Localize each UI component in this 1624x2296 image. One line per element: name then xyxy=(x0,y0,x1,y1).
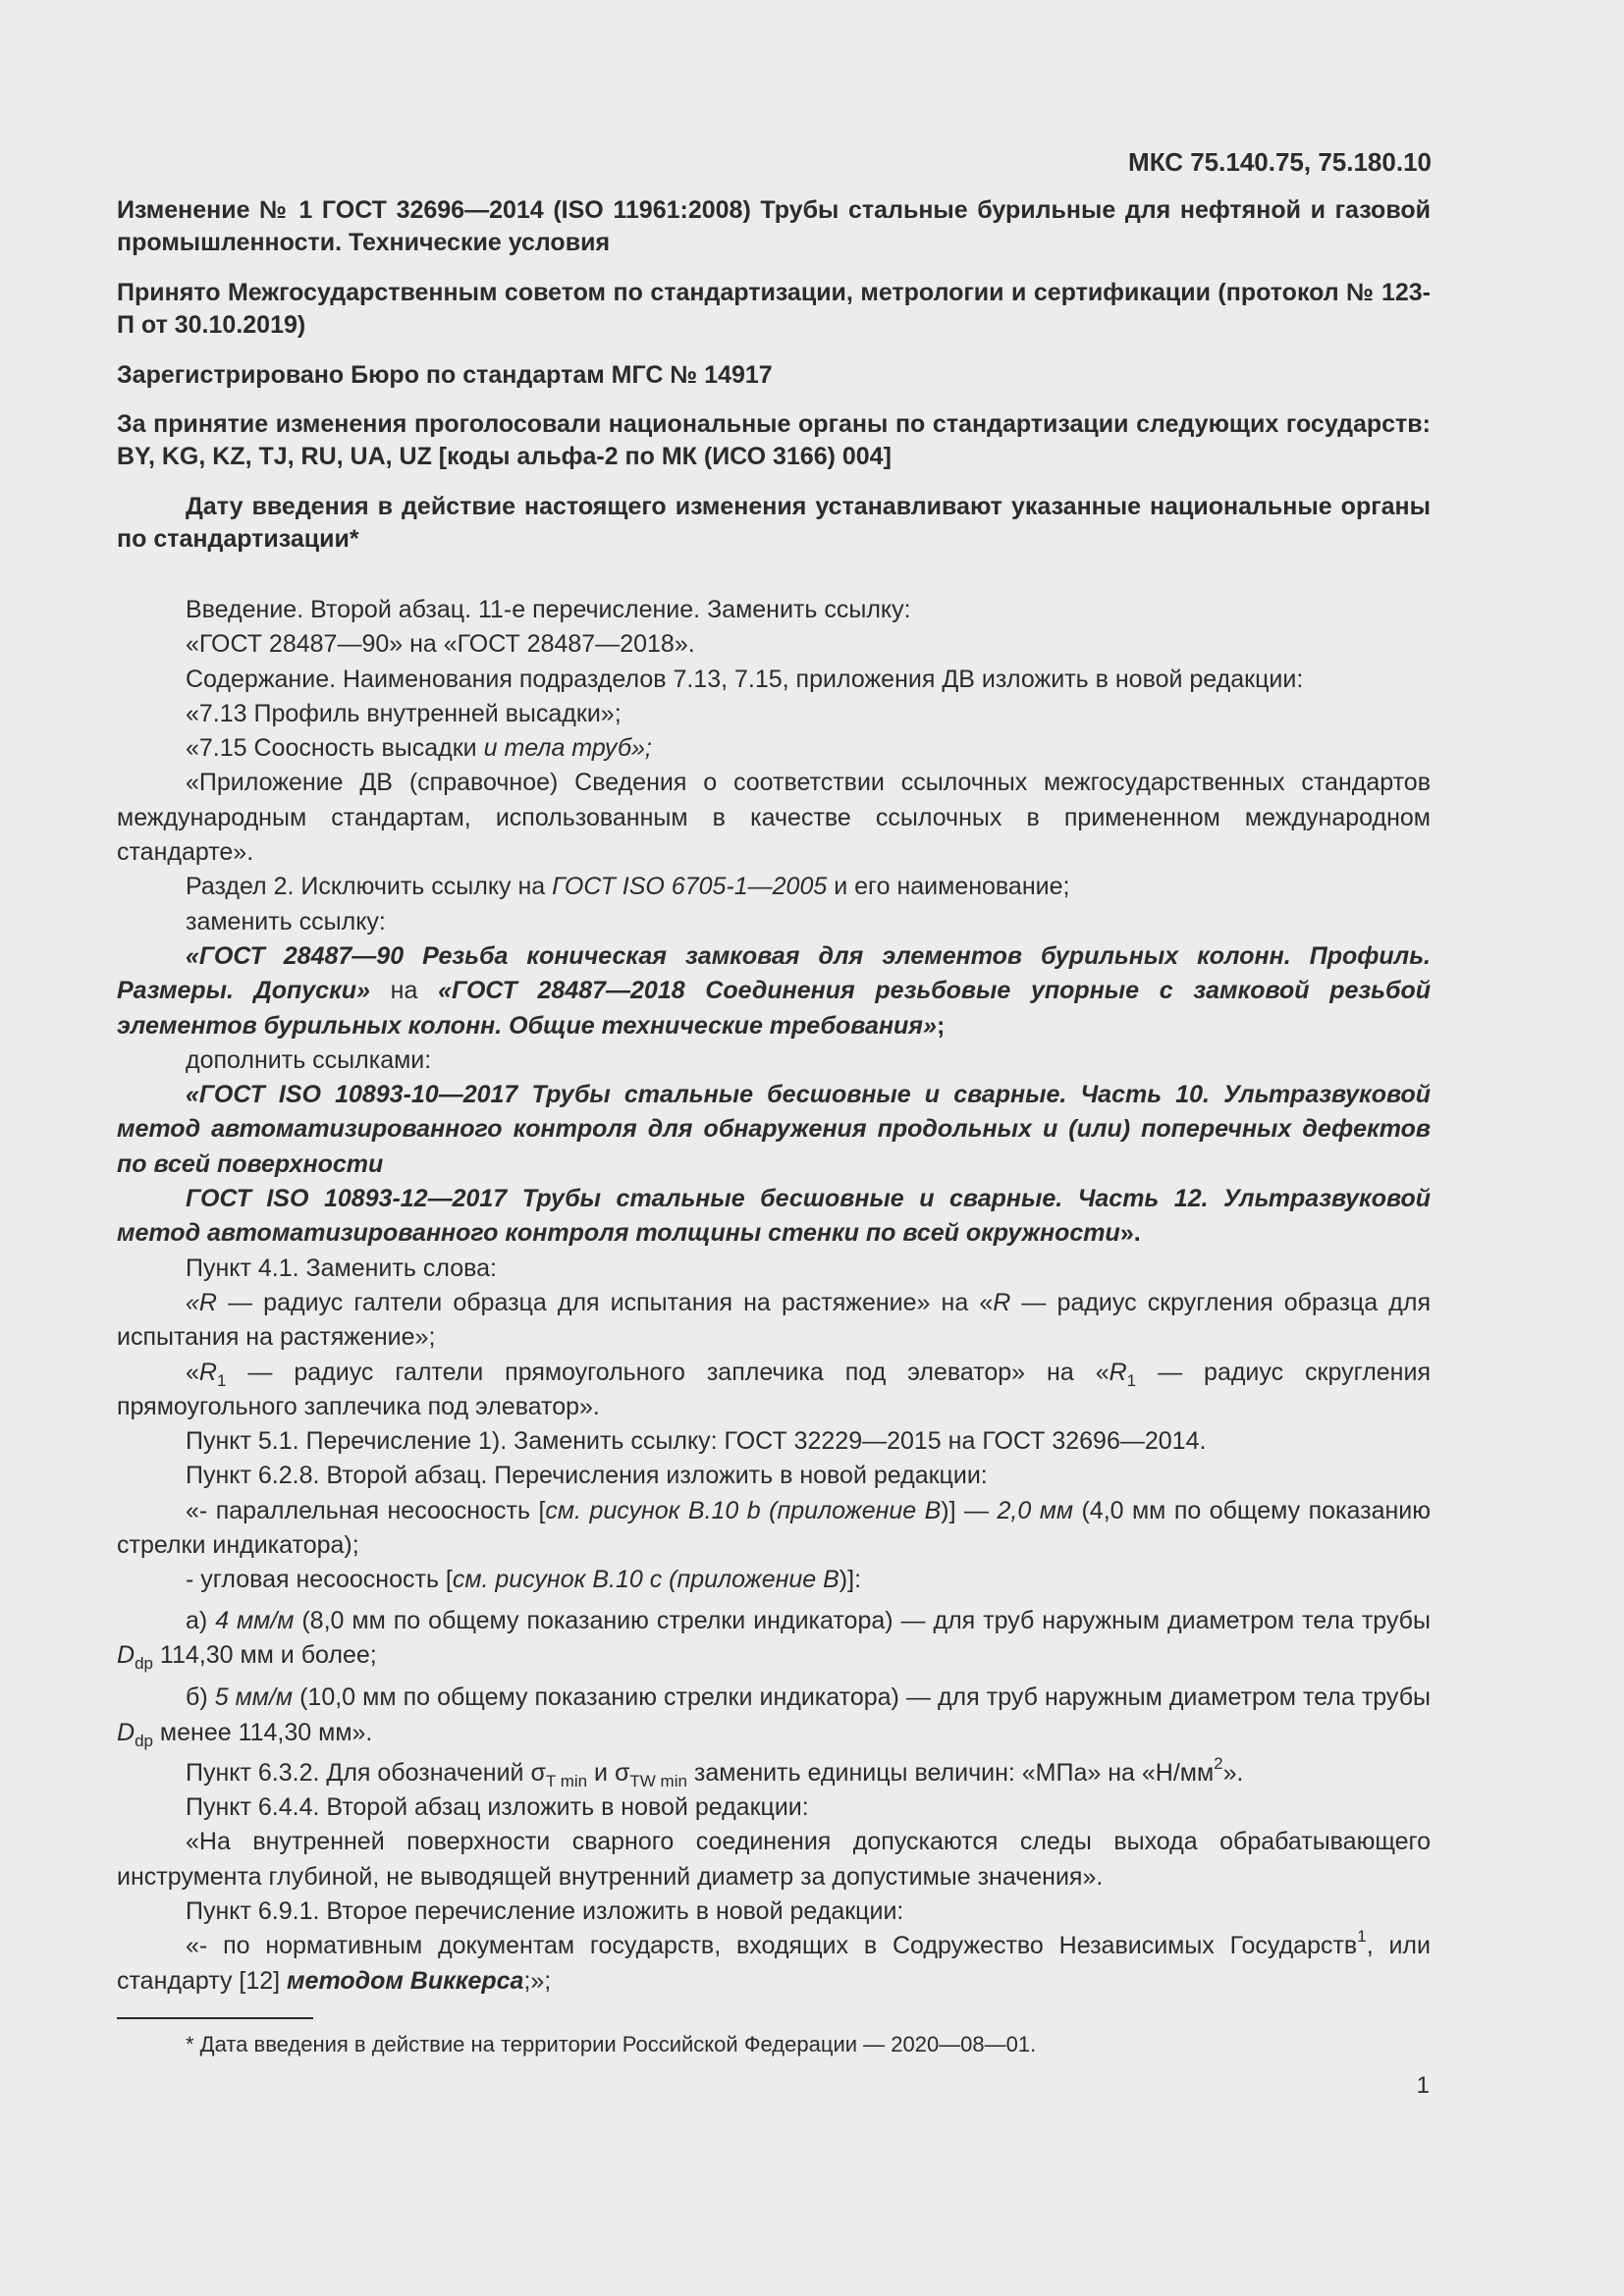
paragraph: - угловая несоосность [см. рисунок В.10 с (приложение В)]: xyxy=(186,1566,862,1594)
paragraph: дополнить ссылками: xyxy=(186,1045,432,1074)
paragraph: Пункт 6.4.4. Второй абзац изложить в новой редакции: xyxy=(186,1793,809,1822)
amendment-body xyxy=(117,593,1431,1999)
paragraph: Пункт 6.2.8. Второй абзац. Перечисления изложить в новой редакции: xyxy=(186,1462,988,1490)
paragraph: «$R_1$ — радиус галтели прямоугольного заплечика под элеватор» на «$R_1$ — радиус скругления прямоугольного заплечика под элеватор». xyxy=(117,1358,1431,1420)
paragraph: «7.15 Соосность высадки и тела труб»; xyxy=(186,734,652,763)
paragraph: «- параллельная несоосность [см. рисунок В.10 b (приложение В)] — 2,0 мм (4,0 мм по общему показанию стрелки индикатора); xyxy=(117,1496,1432,1560)
paragraph: Раздел 2. Исключить ссылку на ГОСТ ISO 6705-1—2005 и его наименование; xyxy=(186,873,1070,901)
paragraph: «Приложение ДВ (справочное) Сведения о соответствии ссылочных межгосударственных стандартов международным стандартам, использованным в качестве ссылочных в примененном международном стандарте». xyxy=(117,769,1431,867)
paragraph: Пункт 4.1. Заменить слова: xyxy=(186,1254,497,1282)
mks-code: МКС 75.140.75, 75.180.10 xyxy=(1128,147,1432,177)
amendment-title: Изменение № 1 ГОСТ 32696—2014 (ISO 11961:2008) Трубы стальные бурильные для нефтяной и газовой промышленности. Технические условия xyxy=(117,196,1431,256)
voting-statement: За принятие изменения проголосовали национальные органы по стандартизации следующих государств: BY, KG, KZ, TJ, RU, UA, UZ [коды альфа-2 по МК (ИСО 3166) 004] xyxy=(117,410,1431,470)
registration-statement: Зарегистрировано Бюро по стандартам МГС № 14917 xyxy=(117,361,773,389)
adopted-statement: Принято Межгосударственным советом по стандартизации, метрологии и сертификации (протокол № 123-П от 30.10.2019) xyxy=(117,279,1431,339)
paragraph: «7.13 Профиль внутренней высадки»; xyxy=(186,699,622,727)
paragraph: б) 5 мм/м (10,0 мм по общему показанию стрелки индикатора) — для труб наружным диаметром тела трубы $D_{dp}$ менее 114,30 мм». xyxy=(117,1683,1431,1750)
footnote: * Дата введения в действие на территории Российской Федерации — 2020—08—01. xyxy=(186,2032,1037,2056)
paragraph: «- по нормативным документам государств, входящих в Содружество Независимых Государств$^1$, или стандарту [12] методом Виккерса;»; xyxy=(117,1927,1431,1995)
paragraph: «На внутренней поверхности сварного соединения допускаются следы выхода обрабатывающего инструмента глубиной, не выводящей внутренний диаметр за допустимые значения». xyxy=(117,1828,1431,1891)
page-number: 1 xyxy=(1416,2072,1430,2099)
paragraph: Пункт 6.9.1. Второе перечисление изложить в новой редакции: xyxy=(186,1896,904,1925)
paragraph: заменить ссылку: xyxy=(186,907,386,935)
paragraph: «ГОСТ 28487—90 Резьба коническая замковая для элементов бурильных колонн. Профиль. Размеры. Допуски» на «ГОСТ 28487—2018 Соединения резьбовые упорные с замковой резьбой элементов бурильных колонн. Общие технические требования»; xyxy=(117,941,1431,1040)
paragraph: Введение. Второй абзац. 11-е перечисление. Заменить ссылку: xyxy=(186,596,911,623)
paragraph: «ГОСТ ISO 10893-10—2017 Трубы стальные бесшовные и сварные. Часть 10. Ультразвуковой метод автоматизированного контроля для обнаружения продольных и (или) поперечных дефектов по всей поверхности xyxy=(117,1081,1431,1178)
paragraph: «ГОСТ 28487—90» на «ГОСТ 28487—2018». xyxy=(186,630,695,659)
paragraph: Содержание. Наименования подразделов 7.13, 7.15, приложения ДВ изложить в новой редакции: xyxy=(186,665,1304,693)
paragraph: ГОСТ ISO 10893-12—2017 Трубы стальные бесшовные и сварные. Часть 12. Ультразвуковой метод автоматизированного контроля толщины стенки по всей окружности». xyxy=(117,1185,1431,1248)
effective-date-statement: Дату введения в действие настоящего изменения устанавливают указанные национальные органы по стандартизации* xyxy=(117,493,1431,553)
paragraph: Пункт 6.3.2. Для обозначений $\sigma_{T min}$ и $\sigma_{TW min}$ заменить единицы величин: «МПа» на «$Н/мм^2$». xyxy=(186,1753,1244,1790)
paragraph: «R — радиус галтели образца для испытания на растяжение» на «R — радиус скругления образца для испытания на растяжение»; xyxy=(117,1288,1431,1352)
paragraph: а) 4 мм/м (8,0 мм по общему показанию стрелки индикатора) — для труб наружным диаметром тела трубы $D_{dp}$ 114,30 мм и более; xyxy=(117,1606,1431,1673)
footnote-separator xyxy=(117,2017,313,2019)
paragraph: Пункт 5.1. Перечисление 1). Заменить ссылку: ГОСТ 32229—2015 на ГОСТ 32696—2014. xyxy=(186,1427,1207,1456)
